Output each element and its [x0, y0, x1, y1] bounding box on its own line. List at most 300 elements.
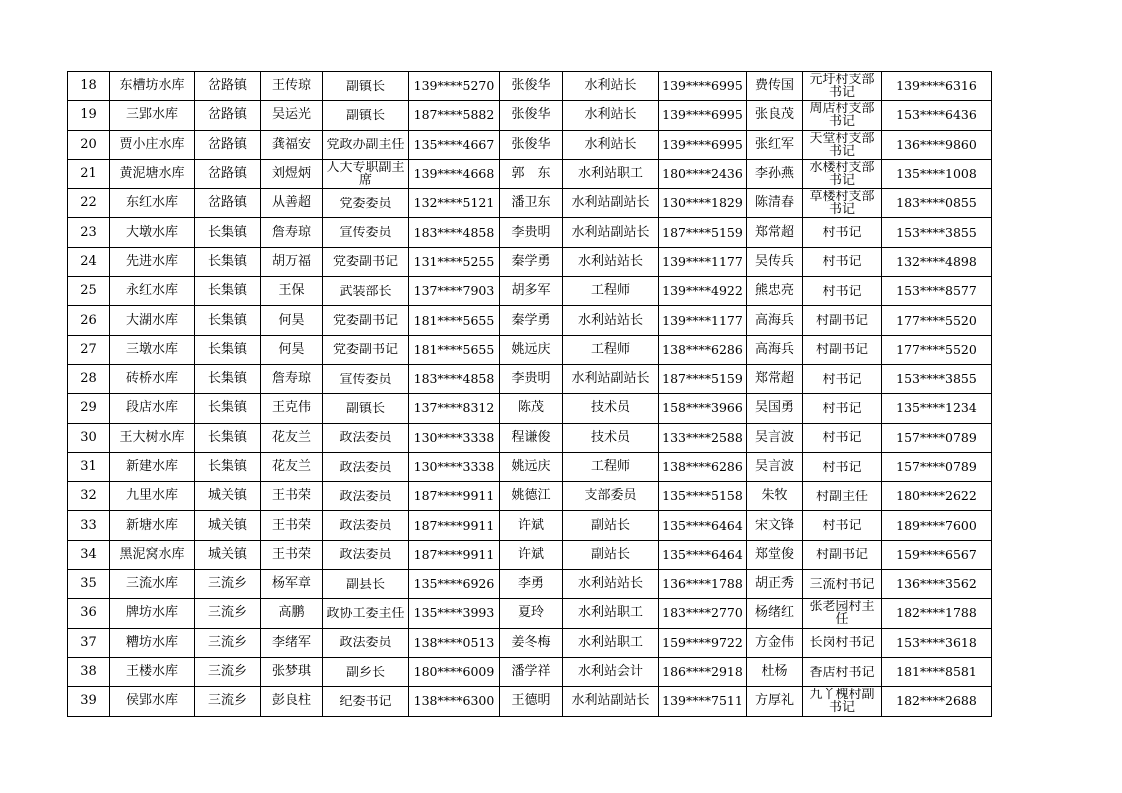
township-cell: 长集镇 — [195, 306, 261, 335]
admin-leader-title-text: 政协工委主任 — [326, 606, 405, 620]
table-row — [68, 72, 992, 101]
tech-lead-name-cell: 郭 东 — [500, 159, 563, 188]
patrol-lead-phone-cell: 153****3855 — [882, 364, 992, 393]
patrol-lead-title-text: 元圩村支部书记 — [809, 73, 875, 100]
patrol-lead-title-cell — [803, 599, 882, 628]
township-cell: 城关镇 — [195, 482, 261, 511]
tech-lead-title-cell: 水利站会计 — [563, 657, 659, 686]
township-cell: 岔路镇 — [195, 130, 261, 159]
table-row — [68, 247, 992, 276]
patrol-lead-title-cell — [803, 247, 882, 276]
admin-leader-name-cell: 王书荣 — [261, 482, 323, 511]
tech-lead-phone-cell: 187****5159 — [659, 218, 747, 247]
admin-leader-title-text: 政法委员 — [339, 636, 392, 650]
admin-leader-title-text: 党委委员 — [339, 196, 392, 210]
admin-leader-phone-cell: 139****4668 — [409, 159, 500, 188]
reservoir-name-cell: 三墩水库 — [110, 335, 195, 364]
reservoir-name-cell: 九里水库 — [110, 482, 195, 511]
admin-leader-title-text: 武装部长 — [339, 284, 392, 298]
table-row — [68, 189, 992, 218]
admin-leader-phone-cell: 137****7903 — [409, 277, 500, 306]
admin-leader-title-text: 副镇长 — [345, 401, 385, 415]
admin-leader-name-cell: 彭良柱 — [261, 687, 323, 716]
seq-number-cell: 32 — [68, 482, 110, 511]
tech-lead-name-cell: 王德明 — [500, 687, 563, 716]
patrol-lead-name-cell: 宋文锋 — [747, 511, 803, 540]
seq-number-cell: 27 — [68, 335, 110, 364]
admin-leader-title-cell — [323, 159, 409, 188]
table-row — [68, 540, 992, 569]
patrol-lead-title-text: 村书记 — [822, 255, 862, 269]
tech-lead-phone-cell: 135****5158 — [659, 482, 747, 511]
township-cell: 城关镇 — [195, 511, 261, 540]
admin-leader-name-cell: 杨军章 — [261, 570, 323, 599]
admin-leader-name-cell: 花友兰 — [261, 452, 323, 481]
patrol-lead-title-text: 天堂村支部书记 — [809, 131, 875, 158]
tech-lead-phone-cell: 138****6286 — [659, 335, 747, 364]
admin-leader-name-cell: 李绪军 — [261, 628, 323, 657]
patrol-lead-phone-cell: 157****0789 — [882, 423, 992, 452]
seq-number-cell: 28 — [68, 364, 110, 393]
patrol-lead-title-text: 村书记 — [822, 226, 862, 240]
patrol-lead-title-text: 村书记 — [822, 401, 862, 415]
admin-leader-title-cell — [323, 570, 409, 599]
reservoir-responsibility-table — [67, 71, 992, 717]
patrol-lead-phone-cell: 177****5520 — [882, 306, 992, 335]
reservoir-name-cell: 三流水库 — [110, 570, 195, 599]
tech-lead-title-cell: 技术员 — [563, 394, 659, 423]
patrol-lead-title-cell — [803, 628, 882, 657]
admin-leader-name-cell: 高鹏 — [261, 599, 323, 628]
admin-leader-title-text: 宣传委员 — [339, 226, 392, 240]
table-row — [68, 130, 992, 159]
seq-number-cell: 25 — [68, 277, 110, 306]
seq-number-cell: 35 — [68, 570, 110, 599]
patrol-lead-title-cell — [803, 335, 882, 364]
patrol-lead-name-cell: 吴言波 — [747, 423, 803, 452]
tech-lead-title-cell: 技术员 — [563, 423, 659, 452]
admin-leader-phone-cell: 187****5882 — [409, 101, 500, 130]
admin-leader-name-cell: 王保 — [261, 277, 323, 306]
tech-lead-title-cell: 水利站副站长 — [563, 218, 659, 247]
patrol-lead-title-cell — [803, 394, 882, 423]
tech-lead-phone-cell: 135****6464 — [659, 540, 747, 569]
admin-leader-name-cell: 王书荣 — [261, 511, 323, 540]
patrol-lead-phone-cell: 159****6567 — [882, 540, 992, 569]
tech-lead-title-cell: 水利站副站长 — [563, 687, 659, 716]
admin-leader-name-cell: 詹寿琼 — [261, 218, 323, 247]
patrol-lead-phone-cell: 132****4898 — [882, 247, 992, 276]
patrol-lead-title-text: 三流村书记 — [809, 577, 875, 591]
tech-lead-name-cell: 胡多军 — [500, 277, 563, 306]
table-row — [68, 159, 992, 188]
reservoir-name-cell: 东红水库 — [110, 189, 195, 218]
tech-lead-name-cell: 姚远庆 — [500, 335, 563, 364]
admin-leader-title-cell — [323, 101, 409, 130]
patrol-lead-phone-cell: 153****8577 — [882, 277, 992, 306]
tech-lead-phone-cell: 139****7511 — [659, 687, 747, 716]
admin-leader-name-cell: 刘煜炳 — [261, 159, 323, 188]
township-cell: 长集镇 — [195, 218, 261, 247]
admin-leader-title-text: 党委副书记 — [332, 314, 398, 328]
reservoir-name-cell: 新建水库 — [110, 452, 195, 481]
patrol-lead-name-cell: 朱牧 — [747, 482, 803, 511]
admin-leader-title-text: 政法委员 — [339, 548, 392, 562]
tech-lead-phone-cell: 187****5159 — [659, 364, 747, 393]
patrol-lead-phone-cell: 135****1234 — [882, 394, 992, 423]
patrol-lead-title-text: 九丫槐村副书记 — [809, 688, 875, 715]
reservoir-name-cell: 侯郢水库 — [110, 687, 195, 716]
admin-leader-title-cell — [323, 423, 409, 452]
admin-leader-title-cell — [323, 306, 409, 335]
township-cell: 长集镇 — [195, 364, 261, 393]
admin-leader-name-cell: 王书荣 — [261, 540, 323, 569]
patrol-lead-title-cell — [803, 511, 882, 540]
tech-lead-name-cell: 潘卫东 — [500, 189, 563, 218]
patrol-lead-title-text: 水楼村支部书记 — [809, 161, 875, 188]
admin-leader-phone-cell: 135****6926 — [409, 570, 500, 599]
patrol-lead-title-text: 村书记 — [822, 431, 862, 445]
tech-lead-title-cell: 水利站职工 — [563, 628, 659, 657]
admin-leader-title-cell — [323, 277, 409, 306]
table-row — [68, 277, 992, 306]
admin-leader-phone-cell: 130****3338 — [409, 452, 500, 481]
admin-leader-title-cell — [323, 394, 409, 423]
township-cell: 三流乡 — [195, 570, 261, 599]
tech-lead-name-cell: 陈茂 — [500, 394, 563, 423]
seq-number-cell: 36 — [68, 599, 110, 628]
tech-lead-phone-cell: 139****1177 — [659, 247, 747, 276]
admin-leader-phone-cell: 181****5655 — [409, 335, 500, 364]
patrol-lead-name-cell: 方厚礼 — [747, 687, 803, 716]
patrol-lead-phone-cell: 157****0789 — [882, 452, 992, 481]
patrol-lead-title-cell — [803, 570, 882, 599]
tech-lead-name-cell: 李勇 — [500, 570, 563, 599]
tech-lead-name-cell: 夏玲 — [500, 599, 563, 628]
tech-lead-title-cell: 水利站职工 — [563, 159, 659, 188]
reservoir-name-cell: 砖桥水库 — [110, 364, 195, 393]
patrol-lead-name-cell: 李孙燕 — [747, 159, 803, 188]
seq-number-cell: 31 — [68, 452, 110, 481]
tech-lead-phone-cell: 138****6286 — [659, 452, 747, 481]
admin-leader-title-cell — [323, 687, 409, 716]
admin-leader-title-cell — [323, 657, 409, 686]
patrol-lead-title-cell — [803, 130, 882, 159]
tech-lead-name-cell: 许斌 — [500, 540, 563, 569]
tech-lead-title-cell: 水利站站长 — [563, 570, 659, 599]
tech-lead-name-cell: 秦学勇 — [500, 306, 563, 335]
tech-lead-name-cell: 潘学祥 — [500, 657, 563, 686]
patrol-lead-name-cell: 方金伟 — [747, 628, 803, 657]
tech-lead-title-cell: 水利站长 — [563, 72, 659, 101]
patrol-lead-name-cell: 费传国 — [747, 72, 803, 101]
patrol-lead-name-cell: 胡正秀 — [747, 570, 803, 599]
seq-number-cell: 37 — [68, 628, 110, 657]
admin-leader-phone-cell: 183****4858 — [409, 364, 500, 393]
patrol-lead-phone-cell: 135****1008 — [882, 159, 992, 188]
admin-leader-name-cell: 何昊 — [261, 306, 323, 335]
tech-lead-title-cell: 水利站长 — [563, 101, 659, 130]
patrol-lead-phone-cell: 181****8581 — [882, 657, 992, 686]
township-cell: 岔路镇 — [195, 72, 261, 101]
table-row — [68, 687, 992, 716]
patrol-lead-title-cell — [803, 101, 882, 130]
patrol-lead-phone-cell: 180****2622 — [882, 482, 992, 511]
patrol-lead-title-text: 村书记 — [822, 284, 862, 298]
patrol-lead-name-cell: 吴国勇 — [747, 394, 803, 423]
reservoir-name-cell: 段店水库 — [110, 394, 195, 423]
seq-number-cell: 24 — [68, 247, 110, 276]
table-row — [68, 599, 992, 628]
admin-leader-name-cell: 龚福安 — [261, 130, 323, 159]
patrol-lead-name-cell: 高海兵 — [747, 306, 803, 335]
admin-leader-title-cell — [323, 482, 409, 511]
patrol-lead-name-cell: 张红军 — [747, 130, 803, 159]
admin-leader-phone-cell: 181****5655 — [409, 306, 500, 335]
seq-number-cell: 33 — [68, 511, 110, 540]
reservoir-name-cell: 大墩水库 — [110, 218, 195, 247]
admin-leader-title-cell — [323, 189, 409, 218]
admin-leader-phone-cell: 187****9911 — [409, 540, 500, 569]
reservoir-name-cell: 牌坊水库 — [110, 599, 195, 628]
table-row — [68, 364, 992, 393]
admin-leader-phone-cell: 132****5121 — [409, 189, 500, 218]
tech-lead-title-cell: 水利站站长 — [563, 247, 659, 276]
admin-leader-phone-cell: 135****4667 — [409, 130, 500, 159]
table-row — [68, 306, 992, 335]
seq-number-cell: 21 — [68, 159, 110, 188]
patrol-lead-name-cell: 吴言波 — [747, 452, 803, 481]
tech-lead-title-cell: 水利站站长 — [563, 306, 659, 335]
tech-lead-title-cell: 工程师 — [563, 335, 659, 364]
admin-leader-phone-cell: 139****5270 — [409, 72, 500, 101]
tech-lead-title-cell: 副站长 — [563, 540, 659, 569]
tech-lead-phone-cell: 180****2436 — [659, 159, 747, 188]
admin-leader-phone-cell: 187****9911 — [409, 482, 500, 511]
patrol-lead-name-cell: 郑常超 — [747, 218, 803, 247]
reservoir-name-cell: 三郢水库 — [110, 101, 195, 130]
tech-lead-title-cell: 水利站职工 — [563, 599, 659, 628]
admin-leader-name-cell: 王传琼 — [261, 72, 323, 101]
table-row — [68, 657, 992, 686]
patrol-lead-phone-cell: 189****7600 — [882, 511, 992, 540]
table-row — [68, 101, 992, 130]
patrol-lead-name-cell: 高海兵 — [747, 335, 803, 364]
table-row — [68, 511, 992, 540]
patrol-lead-title-text: 香店村书记 — [809, 665, 875, 679]
patrol-lead-phone-cell: 153****3618 — [882, 628, 992, 657]
township-cell: 城关镇 — [195, 540, 261, 569]
admin-leader-phone-cell: 180****6009 — [409, 657, 500, 686]
patrol-lead-title-cell — [803, 218, 882, 247]
admin-leader-title-cell — [323, 511, 409, 540]
reservoir-name-cell: 贾小庄水库 — [110, 130, 195, 159]
reservoir-name-cell: 糟坊水库 — [110, 628, 195, 657]
admin-leader-title-text: 宣传委员 — [339, 372, 392, 386]
patrol-lead-name-cell: 杨绪红 — [747, 599, 803, 628]
admin-leader-title-text: 人大专职副主席 — [326, 161, 405, 188]
table-row — [68, 482, 992, 511]
tech-lead-phone-cell: 135****6464 — [659, 511, 747, 540]
seq-number-cell: 29 — [68, 394, 110, 423]
township-cell: 长集镇 — [195, 335, 261, 364]
admin-leader-title-text: 副镇长 — [345, 108, 385, 122]
reservoir-name-cell: 黄泥塘水库 — [110, 159, 195, 188]
tech-lead-title-cell: 支部委员 — [563, 482, 659, 511]
reservoir-name-cell: 王楼水库 — [110, 657, 195, 686]
township-cell: 三流乡 — [195, 687, 261, 716]
patrol-lead-title-text: 村书记 — [822, 460, 862, 474]
patrol-lead-title-cell — [803, 482, 882, 511]
patrol-lead-title-text: 长岗村书记 — [809, 636, 875, 650]
tech-lead-phone-cell: 183****2770 — [659, 599, 747, 628]
admin-leader-title-cell — [323, 218, 409, 247]
table-row — [68, 423, 992, 452]
admin-leader-name-cell: 花友兰 — [261, 423, 323, 452]
admin-leader-title-cell — [323, 247, 409, 276]
tech-lead-phone-cell: 159****9722 — [659, 628, 747, 657]
admin-leader-title-text: 党委副书记 — [332, 343, 398, 357]
admin-leader-phone-cell: 138****6300 — [409, 687, 500, 716]
township-cell: 长集镇 — [195, 394, 261, 423]
admin-leader-title-cell — [323, 335, 409, 364]
admin-leader-title-cell — [323, 599, 409, 628]
table-row — [68, 570, 992, 599]
tech-lead-phone-cell: 139****1177 — [659, 306, 747, 335]
table-body — [68, 72, 992, 717]
patrol-lead-title-text: 村书记 — [822, 519, 862, 533]
seq-number-cell: 34 — [68, 540, 110, 569]
seq-number-cell: 18 — [68, 72, 110, 101]
tech-lead-phone-cell: 186****2918 — [659, 657, 747, 686]
patrol-lead-name-cell: 杜杨 — [747, 657, 803, 686]
seq-number-cell: 38 — [68, 657, 110, 686]
seq-number-cell: 22 — [68, 189, 110, 218]
tech-lead-phone-cell: 139****6995 — [659, 130, 747, 159]
admin-leader-title-text: 副乡长 — [345, 665, 385, 679]
admin-leader-name-cell: 詹寿琼 — [261, 364, 323, 393]
tech-lead-title-cell: 水利站长 — [563, 130, 659, 159]
township-cell: 长集镇 — [195, 423, 261, 452]
table-row — [68, 452, 992, 481]
patrol-lead-phone-cell: 153****3855 — [882, 218, 992, 247]
patrol-lead-title-text: 村副书记 — [815, 343, 868, 357]
patrol-lead-title-cell — [803, 423, 882, 452]
admin-leader-phone-cell: 187****9911 — [409, 511, 500, 540]
admin-leader-title-text: 副县长 — [345, 577, 385, 591]
township-cell: 岔路镇 — [195, 159, 261, 188]
tech-lead-name-cell: 李贵明 — [500, 218, 563, 247]
tech-lead-name-cell: 姚德江 — [500, 482, 563, 511]
township-cell: 岔路镇 — [195, 101, 261, 130]
tech-lead-phone-cell: 139****6995 — [659, 72, 747, 101]
seq-number-cell: 20 — [68, 130, 110, 159]
township-cell: 长集镇 — [195, 247, 261, 276]
reservoir-name-cell: 先进水库 — [110, 247, 195, 276]
tech-lead-phone-cell: 139****4922 — [659, 277, 747, 306]
patrol-lead-title-cell — [803, 657, 882, 686]
tech-lead-title-cell: 水利站副站长 — [563, 189, 659, 218]
reservoir-name-cell: 大湖水库 — [110, 306, 195, 335]
reservoir-name-cell: 黑泥窝水库 — [110, 540, 195, 569]
tech-lead-name-cell: 张俊华 — [500, 72, 563, 101]
admin-leader-title-cell — [323, 540, 409, 569]
admin-leader-title-text: 政法委员 — [339, 519, 392, 533]
tech-lead-title-cell: 副站长 — [563, 511, 659, 540]
tech-lead-name-cell: 张俊华 — [500, 130, 563, 159]
patrol-lead-phone-cell: 182****2688 — [882, 687, 992, 716]
patrol-lead-title-text: 村副书记 — [815, 314, 868, 328]
patrol-lead-title-cell — [803, 159, 882, 188]
patrol-lead-title-text: 村副主任 — [815, 489, 868, 503]
admin-leader-title-text: 副镇长 — [345, 79, 385, 93]
patrol-lead-title-text: 周店村支部书记 — [809, 102, 875, 129]
admin-leader-title-cell — [323, 628, 409, 657]
patrol-lead-title-cell — [803, 540, 882, 569]
tech-lead-name-cell: 张俊华 — [500, 101, 563, 130]
township-cell: 长集镇 — [195, 452, 261, 481]
tech-lead-phone-cell: 136****1788 — [659, 570, 747, 599]
admin-leader-title-text: 党委副书记 — [332, 255, 398, 269]
seq-number-cell: 23 — [68, 218, 110, 247]
admin-leader-title-text: 政法委员 — [339, 460, 392, 474]
admin-leader-title-text: 政法委员 — [339, 489, 392, 503]
patrol-lead-phone-cell: 183****0855 — [882, 189, 992, 218]
admin-leader-name-cell: 吴运光 — [261, 101, 323, 130]
table-row — [68, 218, 992, 247]
patrol-lead-phone-cell: 136****3562 — [882, 570, 992, 599]
patrol-lead-name-cell: 熊忠亮 — [747, 277, 803, 306]
patrol-lead-title-text: 草楼村支部书记 — [809, 190, 875, 217]
tech-lead-title-cell: 工程师 — [563, 452, 659, 481]
patrol-lead-name-cell: 吴传兵 — [747, 247, 803, 276]
patrol-lead-title-text: 村书记 — [822, 372, 862, 386]
reservoir-name-cell: 永红水库 — [110, 277, 195, 306]
admin-leader-name-cell: 胡万福 — [261, 247, 323, 276]
admin-leader-name-cell: 何昊 — [261, 335, 323, 364]
patrol-lead-title-cell — [803, 189, 882, 218]
patrol-lead-title-cell — [803, 72, 882, 101]
table-row — [68, 394, 992, 423]
tech-lead-phone-cell: 133****2588 — [659, 423, 747, 452]
admin-leader-phone-cell: 130****3338 — [409, 423, 500, 452]
reservoir-name-cell: 王大树水库 — [110, 423, 195, 452]
patrol-lead-name-cell: 郑堂俊 — [747, 540, 803, 569]
admin-leader-phone-cell: 183****4858 — [409, 218, 500, 247]
admin-leader-phone-cell: 131****5255 — [409, 247, 500, 276]
seq-number-cell: 19 — [68, 101, 110, 130]
patrol-lead-name-cell: 陈清春 — [747, 189, 803, 218]
patrol-lead-title-cell — [803, 452, 882, 481]
patrol-lead-name-cell: 张良茂 — [747, 101, 803, 130]
table-row — [68, 335, 992, 364]
tech-lead-name-cell: 李贵明 — [500, 364, 563, 393]
admin-leader-title-text: 党政办副主任 — [326, 138, 405, 152]
patrol-lead-phone-cell: 182****1788 — [882, 599, 992, 628]
tech-lead-phone-cell: 130****1829 — [659, 189, 747, 218]
patrol-lead-title-cell — [803, 277, 882, 306]
admin-leader-title-cell — [323, 72, 409, 101]
admin-leader-name-cell: 王克伟 — [261, 394, 323, 423]
patrol-lead-phone-cell: 153****6436 — [882, 101, 992, 130]
admin-leader-title-cell — [323, 364, 409, 393]
admin-leader-phone-cell: 137****8312 — [409, 394, 500, 423]
admin-leader-name-cell: 张梦琪 — [261, 657, 323, 686]
tech-lead-name-cell: 秦学勇 — [500, 247, 563, 276]
seq-number-cell: 30 — [68, 423, 110, 452]
tech-lead-title-cell: 工程师 — [563, 277, 659, 306]
patrol-lead-phone-cell: 139****6316 — [882, 72, 992, 101]
